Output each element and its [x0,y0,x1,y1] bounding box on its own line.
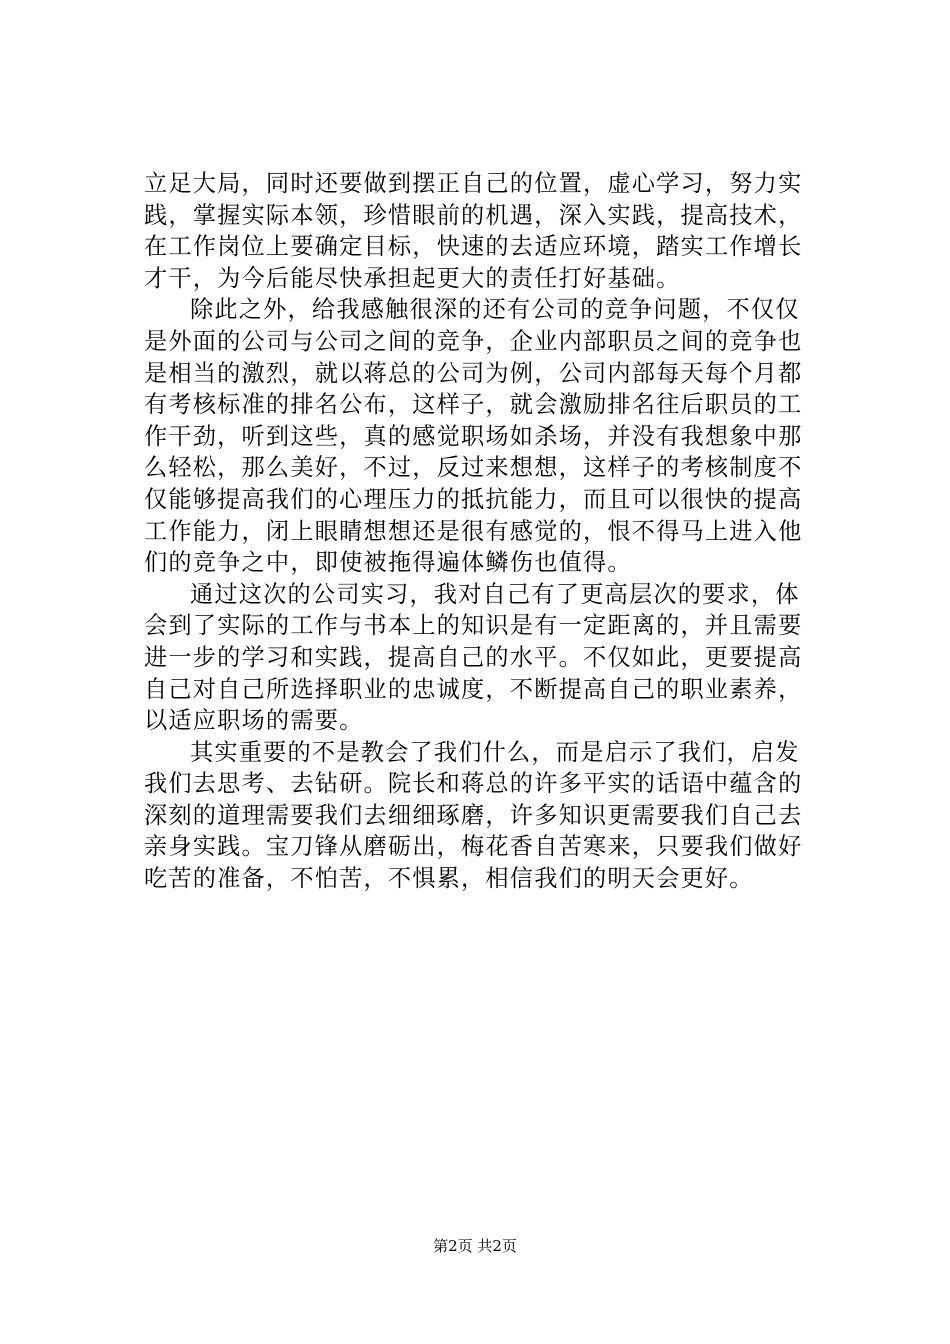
page-number-footer: 第2页 共2页 [433,1237,517,1255]
text-line: 立足大局，同时还要做到摆正自己的位置，虚心学习，努力实 [144,170,803,197]
text-line: 作干劲，听到这些，真的感觉职场如杀场，并没有我想象中那 [144,422,803,450]
text-line: 以适应职场的需要。 [144,707,364,735]
text-line: 会到了实际的工作与书本上的知识是有一定距离的，并且需要 [144,612,803,640]
text-line: 吃苦的准备，不怕苦，不惧累，相信我们的明天会更好。 [144,865,754,893]
text-line: 有考核标准的排名公布，这样子，就会激励排名往后职员的工 [144,391,803,419]
text-line: 们的竞争之中，即使被拖得遍体鳞伤也值得。 [144,549,632,577]
text-line: 亲身实践。宝刀锋从磨砺出，梅花香自苦寒来，只要我们做好 [144,833,803,861]
text-line: 自己对自己所选择职业的忠诚度，不断提高自己的职业素养， [144,675,803,703]
text-line: 我们去思考、去钻研。院长和蒋总的许多平实的话语中蕴含的 [144,770,803,798]
text-line: 深刻的道理需要我们去细细琢磨，许多知识更需要我们自己去 [144,801,803,829]
text-line: 在工作岗位上要确定目标，快速的去适应环境，踏实工作增长 [144,233,803,261]
text-line: 除此之外，给我感触很深的还有公司的竞争问题，不仅仅 [190,296,800,324]
text-line: 践，掌握实际本领，珍惜眼前的机遇，深入实践，提高技术， [144,201,803,229]
text-line: 是相当的激烈，就以蒋总的公司为例，公司内部每天每个月都 [144,359,803,387]
paragraph-4 [144,737,834,895]
text-line: 其实重要的不是教会了我们什么，而是启示了我们，启发 [190,738,800,766]
paragraph-2 [144,294,834,578]
paragraph-3 [144,579,834,737]
text-line: 是外面的公司与公司之间的竞争，企业内部职员之间的竞争也 [144,327,803,355]
text-line: 么轻松，那么美好，不过，反过来想想，这样子的考核制度不 [144,454,803,482]
text-line: 通过这次的公司实习，我对自己有了更高层次的要求，体 [190,580,800,608]
text-line: 才干，为今后能尽快承担起更大的责任打好基础。 [144,264,681,292]
text-line: 仅能够提高我们的心理压力的抵抗能力，而且可以很快的提高 [144,485,803,513]
paragraph-1 [144,168,834,294]
text-line: 进一步的学习和实践，提高自己的水平。不仅如此，更要提高 [144,643,803,671]
document-body [144,168,834,895]
text-line: 工作能力，闭上眼睛想想还是很有感觉的，恨不得马上进入他 [144,517,803,545]
